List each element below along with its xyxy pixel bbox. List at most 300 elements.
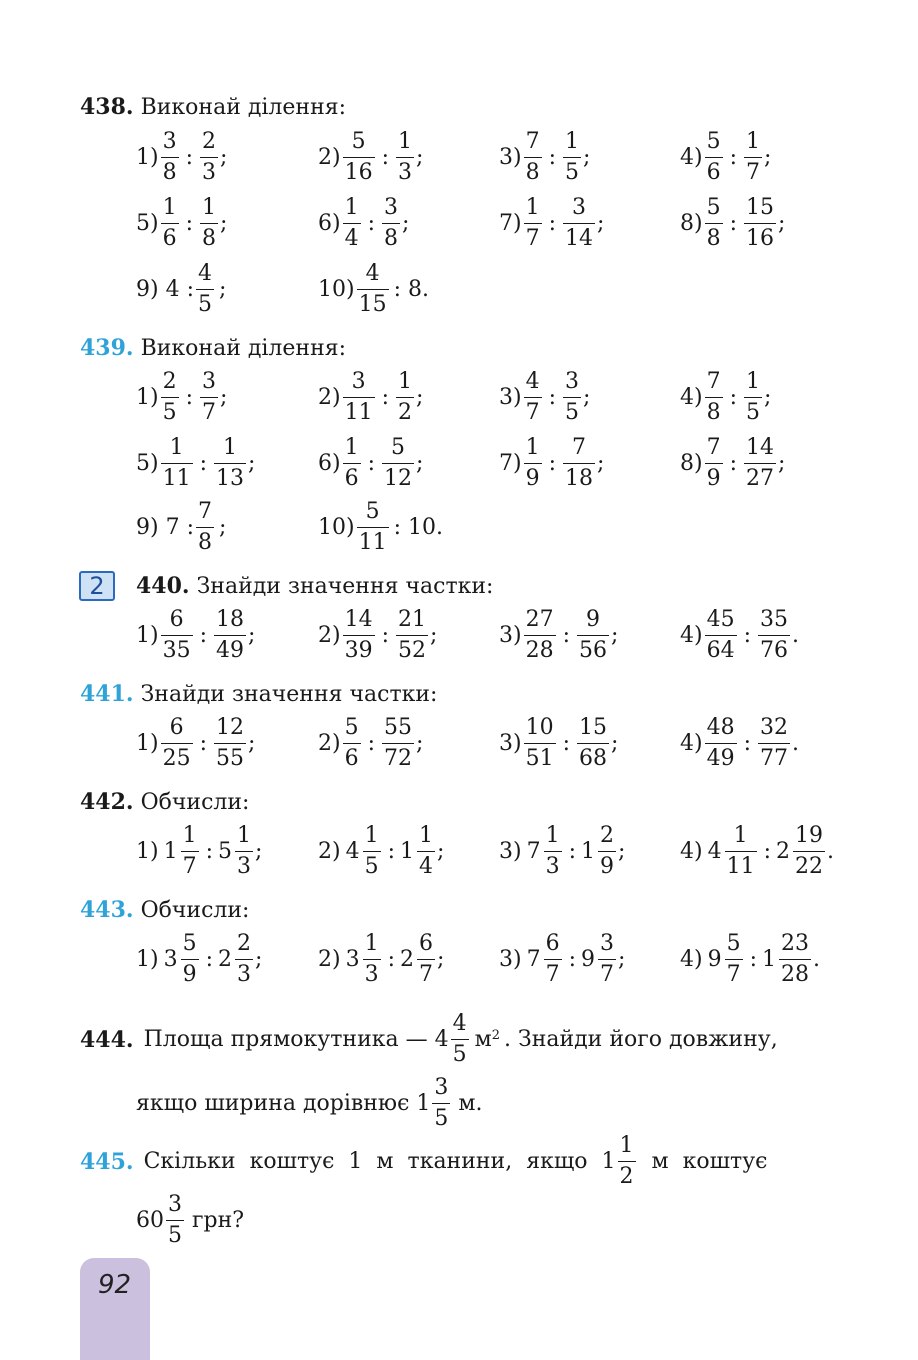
punctuation: ; bbox=[416, 451, 424, 476]
fraction bbox=[744, 193, 776, 254]
fraction bbox=[214, 713, 246, 774]
fraction bbox=[200, 127, 218, 188]
task-number: 441. bbox=[80, 681, 134, 707]
numerator: 3 bbox=[600, 931, 615, 956]
numerator: 32 bbox=[760, 715, 789, 740]
numerator: 2 bbox=[162, 369, 177, 394]
fraction bbox=[357, 259, 389, 320]
exercise-item bbox=[136, 929, 262, 990]
exercise-item bbox=[136, 259, 226, 320]
division-sign: : bbox=[548, 211, 557, 236]
numerator: 6 bbox=[545, 931, 560, 956]
fraction bbox=[618, 1131, 636, 1192]
task-text: Скільки коштує 1 м тканини, якщо 1 bbox=[143, 1149, 616, 1174]
numerator: 2 bbox=[202, 129, 217, 154]
punctuation: ; bbox=[597, 451, 605, 476]
punctuation: ; bbox=[764, 385, 772, 410]
fraction bbox=[382, 193, 400, 254]
task-text: 60 bbox=[136, 1208, 164, 1233]
exercise-item bbox=[136, 127, 227, 188]
denominator: 14 bbox=[565, 226, 594, 251]
numerator: 3 bbox=[384, 195, 399, 220]
item-label: 8) bbox=[680, 211, 703, 236]
fraction bbox=[214, 605, 246, 666]
item-label: 5) bbox=[136, 211, 159, 236]
task-number: 439. bbox=[80, 335, 134, 361]
numerator: 1 bbox=[545, 823, 560, 848]
whole-part: 1 bbox=[163, 839, 178, 864]
fraction bbox=[725, 929, 743, 990]
exercise-item bbox=[136, 821, 262, 882]
numerator: 1 bbox=[364, 931, 379, 956]
whole-part: 7 bbox=[526, 839, 541, 864]
item-label: 3) bbox=[499, 731, 522, 756]
fraction bbox=[235, 821, 253, 882]
whole-part: 2 bbox=[400, 947, 415, 972]
denominator: 8 bbox=[706, 226, 721, 251]
whole-part: 1 bbox=[762, 947, 777, 972]
punctuation: . bbox=[827, 839, 835, 864]
item-label: 8) bbox=[680, 451, 703, 476]
whole-part: 1 bbox=[400, 839, 415, 864]
denominator: 8 bbox=[384, 226, 399, 251]
denominator: 8 bbox=[706, 400, 721, 425]
numerator: 1 bbox=[398, 369, 413, 394]
numerator: 10 bbox=[525, 715, 554, 740]
denominator: 6 bbox=[706, 160, 721, 185]
page-number: 92 bbox=[98, 1270, 132, 1300]
fraction bbox=[343, 127, 375, 188]
item-label: 1) bbox=[136, 839, 159, 864]
numerator: 3 bbox=[202, 369, 217, 394]
fraction bbox=[382, 433, 414, 494]
numerator: 48 bbox=[706, 715, 735, 740]
division-sign: : bbox=[199, 623, 208, 648]
denominator: 5 bbox=[162, 400, 177, 425]
exercise-item bbox=[680, 367, 771, 428]
whole-part: 4 bbox=[707, 839, 722, 864]
numerator: 1 bbox=[619, 1133, 634, 1158]
exercise-item bbox=[499, 605, 618, 666]
denominator: 4 bbox=[344, 226, 359, 251]
fraction bbox=[705, 127, 723, 188]
denominator: 8 bbox=[197, 530, 212, 555]
numerator: 5 bbox=[726, 931, 741, 956]
numerator: 14 bbox=[746, 435, 775, 460]
punctuation: ; bbox=[778, 451, 786, 476]
denominator: 28 bbox=[525, 638, 554, 663]
denominator: 8 bbox=[162, 160, 177, 185]
task-number: 438. bbox=[80, 94, 134, 120]
division-sign: : bbox=[548, 145, 557, 170]
denominator: 8 bbox=[202, 226, 217, 251]
denominator: 15 bbox=[358, 292, 387, 317]
punctuation: ; bbox=[248, 451, 256, 476]
fraction bbox=[563, 367, 581, 428]
numerator: 5 bbox=[344, 715, 359, 740]
punctuation: ; bbox=[416, 731, 424, 756]
item-label: 4) bbox=[680, 623, 703, 648]
denominator: 7 bbox=[182, 854, 197, 879]
fraction bbox=[705, 713, 737, 774]
item-label: 7) bbox=[499, 451, 522, 476]
numerator: 9 bbox=[586, 607, 601, 632]
division-sign: : bbox=[562, 731, 571, 756]
numerator: 1 bbox=[746, 369, 761, 394]
task-title: Обчисли: bbox=[140, 790, 250, 815]
item-label: 2) bbox=[318, 731, 341, 756]
task-text: якщо ширина дорівнює 1 bbox=[136, 1091, 431, 1116]
numerator: 1 bbox=[525, 435, 540, 460]
denominator: 11 bbox=[162, 466, 191, 491]
exercise-item bbox=[680, 433, 785, 494]
denominator: 3 bbox=[364, 962, 379, 987]
task-441-header bbox=[80, 681, 437, 708]
exercise-item bbox=[499, 929, 625, 990]
numerator: 4 bbox=[452, 1011, 467, 1036]
fraction bbox=[343, 713, 361, 774]
item-label: 9) 7 : bbox=[136, 515, 194, 540]
punctuation: ; bbox=[437, 947, 445, 972]
task-title: Знайди значення частки: bbox=[140, 682, 438, 707]
exercise-item bbox=[318, 127, 423, 188]
denominator: 3 bbox=[398, 160, 413, 185]
punctuation: ; bbox=[220, 211, 228, 236]
punctuation: ; bbox=[583, 385, 591, 410]
fraction bbox=[181, 929, 199, 990]
fraction bbox=[563, 433, 595, 494]
division-sign: : bbox=[205, 839, 214, 864]
denominator: 5 bbox=[565, 400, 580, 425]
numerator: 23 bbox=[781, 931, 810, 956]
numerator: 1 bbox=[202, 195, 217, 220]
fraction bbox=[417, 929, 435, 990]
punctuation: ; bbox=[248, 731, 256, 756]
denominator: 9 bbox=[182, 962, 197, 987]
numerator: 14 bbox=[344, 607, 373, 632]
exercise-item bbox=[136, 193, 227, 254]
numerator: 1 bbox=[565, 129, 580, 154]
item-tail: ; bbox=[218, 277, 227, 302]
denominator: 68 bbox=[579, 746, 608, 771]
numerator: 6 bbox=[169, 607, 184, 632]
punctuation: ; bbox=[764, 145, 772, 170]
item-label: 9) 4 : bbox=[136, 277, 194, 302]
fraction bbox=[396, 127, 414, 188]
task-title: Виконай ділення: bbox=[140, 95, 347, 120]
numerator: 45 bbox=[706, 607, 735, 632]
division-sign: : bbox=[367, 451, 376, 476]
punctuation: ; bbox=[255, 947, 263, 972]
denominator: 16 bbox=[344, 160, 373, 185]
item-label: 2) bbox=[318, 145, 341, 170]
punctuation: ; bbox=[611, 623, 619, 648]
denominator: 52 bbox=[398, 638, 427, 663]
division-sign: : bbox=[749, 947, 758, 972]
exercise-item bbox=[136, 367, 227, 428]
numerator: 1 bbox=[344, 195, 359, 220]
whole-part: 7 bbox=[526, 947, 541, 972]
fraction bbox=[705, 367, 723, 428]
task-445-line1 bbox=[80, 1131, 767, 1192]
denominator: 7 bbox=[419, 962, 434, 987]
numerator: 1 bbox=[746, 129, 761, 154]
item-label: 1) bbox=[136, 145, 159, 170]
denominator: 72 bbox=[384, 746, 413, 771]
fraction bbox=[357, 497, 389, 558]
item-label: 6) bbox=[318, 211, 341, 236]
task-445-line2 bbox=[136, 1190, 244, 1251]
numerator: 15 bbox=[579, 715, 608, 740]
division-sign: : bbox=[743, 731, 752, 756]
exercise-item bbox=[136, 433, 255, 494]
fraction bbox=[598, 821, 616, 882]
punctuation: ; bbox=[583, 145, 591, 170]
denominator: 8 bbox=[525, 160, 540, 185]
numerator: 1 bbox=[733, 823, 748, 848]
exercise-item bbox=[499, 193, 604, 254]
fraction bbox=[235, 929, 253, 990]
fraction bbox=[161, 433, 193, 494]
numerator: 1 bbox=[398, 129, 413, 154]
exercise-item bbox=[499, 713, 618, 774]
numerator: 1 bbox=[525, 195, 540, 220]
item-label: 3) bbox=[499, 947, 522, 972]
exercise-item bbox=[680, 821, 834, 882]
numerator: 1 bbox=[237, 823, 252, 848]
fraction bbox=[524, 605, 556, 666]
fraction bbox=[161, 367, 179, 428]
punctuation: ; bbox=[255, 839, 263, 864]
denominator: 5 bbox=[746, 400, 761, 425]
exercise-item bbox=[136, 605, 255, 666]
numerator: 3 bbox=[351, 369, 366, 394]
fraction bbox=[705, 193, 723, 254]
exercise-item bbox=[318, 821, 444, 882]
numerator: 6 bbox=[419, 931, 434, 956]
denominator: 9 bbox=[706, 466, 721, 491]
task-444-line1 bbox=[80, 1009, 778, 1070]
division-sign: : bbox=[199, 451, 208, 476]
fraction bbox=[598, 929, 616, 990]
whole-part: 3 bbox=[163, 947, 178, 972]
denominator: 27 bbox=[746, 466, 775, 491]
division-sign: : bbox=[729, 385, 738, 410]
item-tail: : 8. bbox=[393, 277, 429, 302]
item-label: 1) bbox=[136, 731, 159, 756]
fraction bbox=[705, 433, 723, 494]
task-text: м коштує bbox=[651, 1149, 768, 1174]
fraction bbox=[161, 605, 193, 666]
fraction bbox=[161, 127, 179, 188]
whole-part: 2 bbox=[218, 947, 233, 972]
exercise-item bbox=[318, 497, 443, 558]
fraction bbox=[343, 193, 361, 254]
denominator: 7 bbox=[525, 400, 540, 425]
exercise-item bbox=[136, 713, 255, 774]
division-sign: : bbox=[185, 145, 194, 170]
page-number-tab bbox=[80, 1258, 150, 1360]
numerator: 5 bbox=[351, 129, 366, 154]
division-sign: : bbox=[387, 839, 396, 864]
exercise-item bbox=[318, 713, 423, 774]
exercise-item bbox=[318, 929, 444, 990]
denominator: 22 bbox=[795, 854, 824, 879]
numerator: 3 bbox=[434, 1075, 449, 1100]
fraction bbox=[744, 127, 762, 188]
division-sign: : bbox=[729, 145, 738, 170]
denominator: 39 bbox=[344, 638, 373, 663]
division-sign: : bbox=[367, 211, 376, 236]
task-number: 445. bbox=[80, 1148, 134, 1175]
denominator: 6 bbox=[162, 226, 177, 251]
fraction bbox=[196, 259, 214, 320]
fraction bbox=[744, 367, 762, 428]
numerator: 4 bbox=[365, 261, 380, 286]
task-number: 443. bbox=[80, 897, 134, 923]
task-439-header bbox=[80, 335, 346, 362]
fraction bbox=[705, 605, 737, 666]
punctuation: ; bbox=[416, 385, 424, 410]
punctuation: ; bbox=[437, 839, 445, 864]
task-title: Знайди значення частки: bbox=[196, 574, 494, 599]
denominator: 16 bbox=[746, 226, 775, 251]
numerator: 1 bbox=[419, 823, 434, 848]
fraction bbox=[524, 433, 542, 494]
fraction bbox=[166, 1190, 184, 1251]
numerator: 5 bbox=[391, 435, 406, 460]
exponent: 2 bbox=[491, 1028, 500, 1043]
numerator: 5 bbox=[182, 931, 197, 956]
numerator: 18 bbox=[216, 607, 245, 632]
exercise-item bbox=[318, 259, 429, 320]
whole-part: 9 bbox=[707, 947, 722, 972]
fraction bbox=[577, 713, 609, 774]
item-label: 3) bbox=[499, 839, 522, 864]
numerator: 3 bbox=[565, 369, 580, 394]
fraction bbox=[758, 605, 790, 666]
fraction bbox=[758, 713, 790, 774]
punctuation: ; bbox=[220, 145, 228, 170]
punctuation: ; bbox=[430, 623, 438, 648]
difficulty-badge: 2 bbox=[79, 571, 115, 601]
fraction bbox=[417, 821, 435, 882]
punctuation: ; bbox=[416, 145, 424, 170]
item-label: 5) bbox=[136, 451, 159, 476]
fraction bbox=[343, 433, 361, 494]
fraction bbox=[577, 605, 609, 666]
item-tail: : 10. bbox=[393, 515, 443, 540]
division-sign: : bbox=[381, 623, 390, 648]
numerator: 12 bbox=[216, 715, 245, 740]
task-text: м. bbox=[458, 1091, 483, 1116]
punctuation: ; bbox=[618, 839, 626, 864]
item-label: 4) bbox=[680, 731, 703, 756]
fraction bbox=[524, 367, 542, 428]
item-label: 2) bbox=[318, 947, 341, 972]
numerator: 7 bbox=[572, 435, 587, 460]
punctuation: ; bbox=[618, 947, 626, 972]
task-text: Площа прямокутника — 4 bbox=[143, 1027, 449, 1052]
denominator: 28 bbox=[781, 962, 810, 987]
item-label: 4) bbox=[680, 145, 703, 170]
denominator: 4 bbox=[419, 854, 434, 879]
denominator: 11 bbox=[726, 854, 755, 879]
fraction bbox=[524, 193, 542, 254]
task-444-line2 bbox=[136, 1073, 483, 1134]
item-label: 1) bbox=[136, 623, 159, 648]
whole-part: 9 bbox=[581, 947, 596, 972]
fraction bbox=[451, 1009, 469, 1070]
item-label: 4) bbox=[680, 947, 703, 972]
denominator: 5 bbox=[452, 1042, 467, 1067]
division-sign: : bbox=[562, 623, 571, 648]
denominator: 5 bbox=[364, 854, 379, 879]
whole-part: 5 bbox=[218, 839, 233, 864]
division-sign: : bbox=[205, 947, 214, 972]
denominator: 3 bbox=[237, 962, 252, 987]
numerator: 19 bbox=[795, 823, 824, 848]
division-sign: : bbox=[568, 947, 577, 972]
numerator: 5 bbox=[706, 195, 721, 220]
task-number: 440. bbox=[136, 573, 190, 599]
numerator: 7 bbox=[706, 435, 721, 460]
task-text: . Знайди його довжину, bbox=[504, 1027, 778, 1052]
numerator: 15 bbox=[746, 195, 775, 220]
punctuation: . bbox=[792, 623, 800, 648]
punctuation: ; bbox=[597, 211, 605, 236]
whole-part: 2 bbox=[776, 839, 791, 864]
fraction bbox=[725, 821, 757, 882]
exercise-item bbox=[680, 193, 785, 254]
numerator: 21 bbox=[398, 607, 427, 632]
task-number: 444. bbox=[80, 1026, 134, 1053]
fraction bbox=[544, 821, 562, 882]
denominator: 5 bbox=[434, 1106, 449, 1131]
division-sign: : bbox=[743, 623, 752, 648]
denominator: 76 bbox=[760, 638, 789, 663]
item-label: 10) bbox=[318, 277, 355, 302]
fraction bbox=[544, 929, 562, 990]
fraction bbox=[563, 193, 595, 254]
denominator: 51 bbox=[525, 746, 554, 771]
task-438-header bbox=[80, 94, 346, 121]
numerator: 1 bbox=[364, 823, 379, 848]
task-title: Виконай ділення: bbox=[140, 336, 347, 361]
denominator: 13 bbox=[216, 466, 245, 491]
denominator: 9 bbox=[525, 466, 540, 491]
exercise-item bbox=[680, 127, 771, 188]
numerator: 5 bbox=[365, 499, 380, 524]
denominator: 5 bbox=[197, 292, 212, 317]
numerator: 3 bbox=[572, 195, 587, 220]
denominator: 9 bbox=[600, 854, 615, 879]
denominator: 25 bbox=[162, 746, 191, 771]
numerator: 1 bbox=[344, 435, 359, 460]
item-label: 3) bbox=[499, 145, 522, 170]
division-sign: : bbox=[185, 385, 194, 410]
exercise-item bbox=[499, 433, 604, 494]
denominator: 49 bbox=[706, 746, 735, 771]
denominator: 12 bbox=[384, 466, 413, 491]
numerator: 3 bbox=[162, 129, 177, 154]
numerator: 6 bbox=[169, 715, 184, 740]
fraction bbox=[396, 367, 414, 428]
punctuation: ; bbox=[402, 211, 410, 236]
division-sign: : bbox=[387, 947, 396, 972]
fraction bbox=[214, 433, 246, 494]
exercise-item bbox=[136, 497, 226, 558]
